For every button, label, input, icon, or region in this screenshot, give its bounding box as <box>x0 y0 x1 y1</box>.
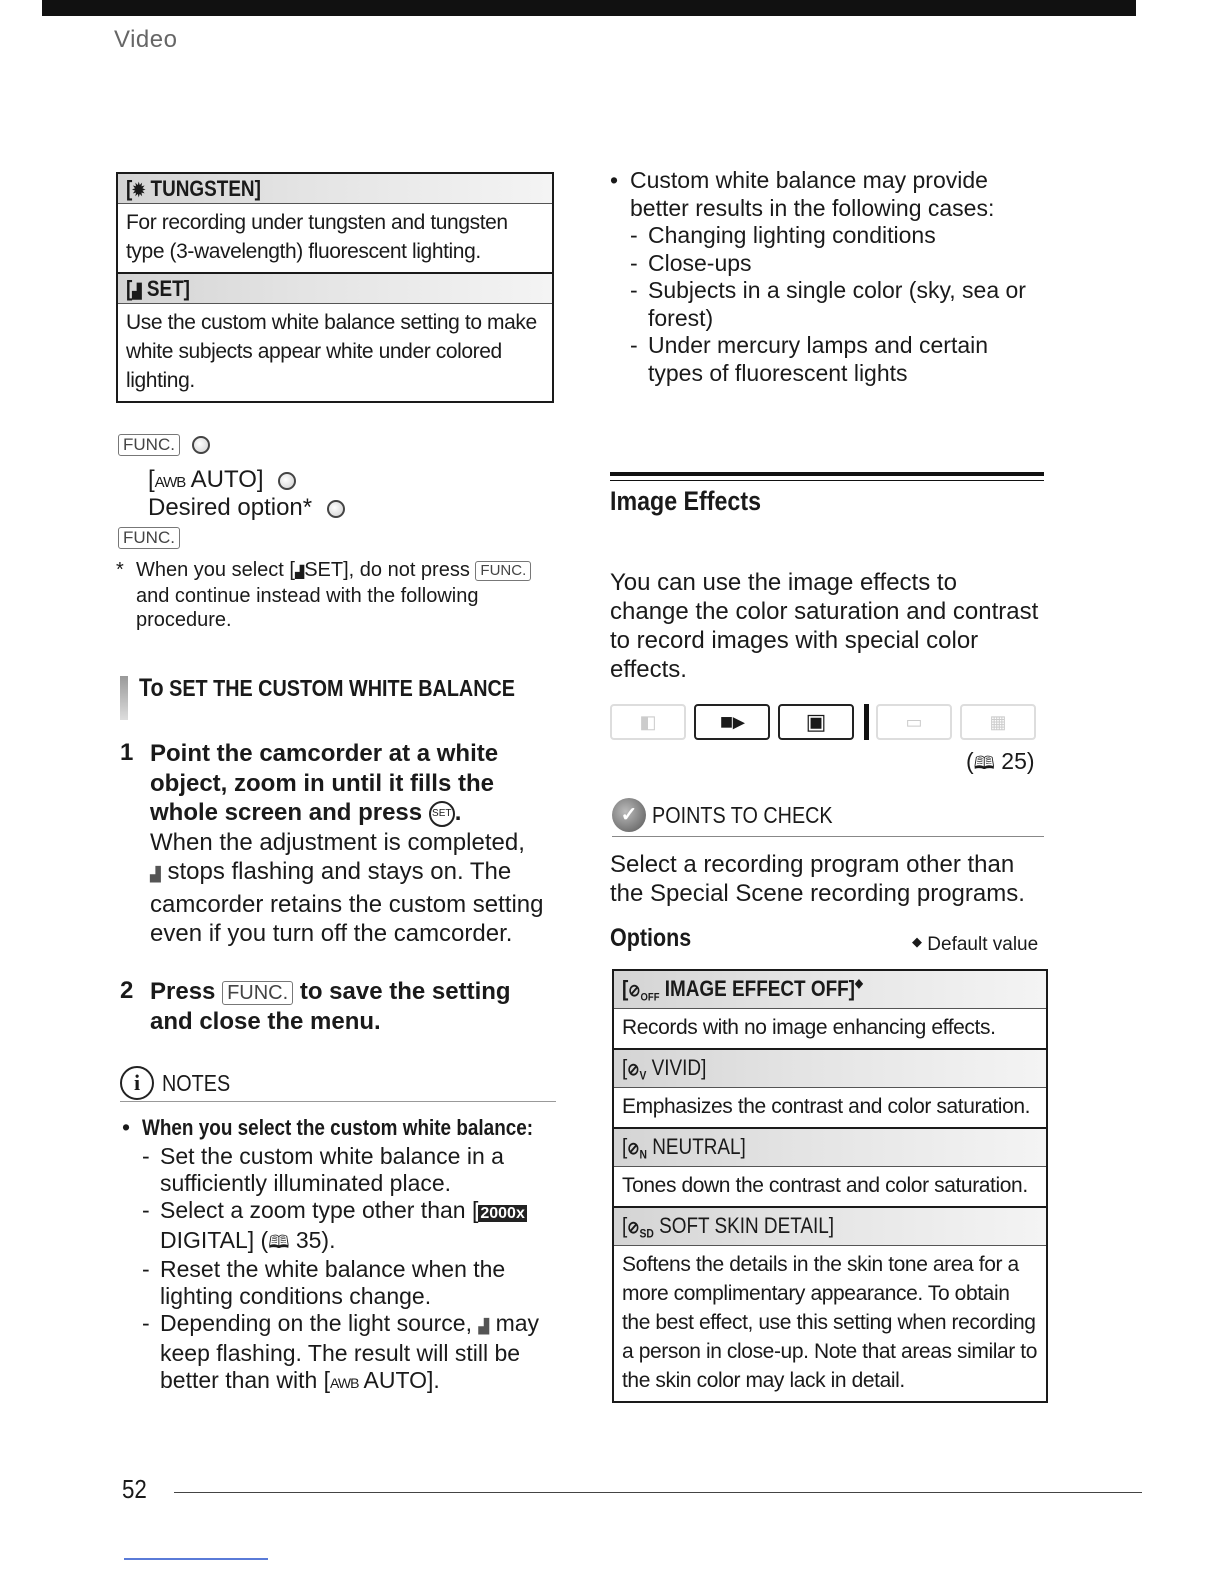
playback-photo-icon: ▦ <box>960 704 1036 740</box>
custom-wb-icon: ▟ <box>478 1318 490 1334</box>
notes-item: - Depending on the light source, ▟ may keep flashing. The result will still be better than with [AWB AUTO]. <box>122 1310 552 1397</box>
checkmark-icon: ✓ <box>612 798 646 832</box>
func-button: FUNC. <box>475 561 531 581</box>
notes-list <box>122 1114 552 1397</box>
effect-off-icon: $⊘_{OFF}$ <box>628 980 660 1004</box>
footer-rule <box>174 1492 1142 1493</box>
tungsten-row-desc: For recording under tungsten and tungsten type (3-wavelength) fluorescent lighting. <box>118 204 552 274</box>
footer-link-underline <box>124 1558 268 1560</box>
notes-item: - Set the custom white balance in a sufficiently illuminated place. <box>122 1143 552 1197</box>
set-button-icon: SET <box>429 801 455 827</box>
custom-wb-icon: ▟ <box>294 565 305 579</box>
custom-wb-icon: ▟ <box>132 282 142 299</box>
points-rule <box>612 836 1044 837</box>
func-button: FUNC. <box>222 981 293 1005</box>
func-button: FUNC. <box>118 527 180 549</box>
soft-skin-row-desc: Softens the details in the skin tone area for a more complimentary appearance. To obtain the best effect, use this setting when recording a person in close-up. Note that areas similar to the skin color may lack in detail. <box>622 1253 1038 1392</box>
awb-icon: AWB <box>154 474 186 491</box>
joystick-icon <box>192 436 210 454</box>
case-item: - Subjects in a single color (sky, sea or forest) <box>610 277 1040 332</box>
notes-header: i NOTES <box>120 1066 241 1100</box>
custom-wb-cases <box>610 167 1040 387</box>
vivid-row-title: [$⊘_V$ VIVID] <box>614 1050 1046 1088</box>
step-1: Point the camcorder at a white object, zoom in until it fills the whole screen and press SET . When the adjustment is completed, ▟ stops flashing and stays on. The camcorder retains the custom setting even if you turn off the camcorder. <box>150 740 544 947</box>
image-effects-table <box>612 969 1048 1403</box>
footnote: * When you select [▟SET], do not press FUNC. and continue instead with the following procedure. <box>116 558 536 632</box>
effect-off-row-desc: Records with no image enhancing effects. <box>614 1009 1046 1050</box>
notes-item: - Reset the white balance when the lighting conditions change. <box>122 1256 552 1310</box>
zoom-2000x-badge: 2000x <box>480 1205 525 1222</box>
custom-wb-heading: To SET THE CUSTOM WHITE BALANCE <box>139 674 515 702</box>
options-title: Options <box>610 924 692 952</box>
step-1-number: 1 <box>120 739 134 766</box>
diamond-icon: ◆ <box>912 934 922 949</box>
page-number: 52 <box>122 1474 147 1504</box>
neutral-row-title: [$⊘_N$ NEUTRAL] <box>614 1129 1046 1167</box>
points-text: Select a recording program other than the Special Scene recording programs. <box>610 851 1025 907</box>
default-value-legend: ◆ Default value <box>912 934 1039 955</box>
diamond-icon: ◆ <box>854 975 863 990</box>
notes-rule <box>120 1101 556 1102</box>
book-icon: 🕮 <box>973 753 995 773</box>
effect-off-row-title: [$⊘_{OFF}$ IMAGE EFFECT OFF]◆ <box>614 971 1046 1009</box>
case-item: - Under mercury lamps and certain types of fluorescent lights <box>610 332 1040 387</box>
white-balance-table <box>116 172 554 403</box>
playback-movie-icon: ▭ <box>876 704 952 740</box>
photo-mode-icon: ▣ <box>778 704 854 740</box>
movie-mode-icon: ■▸ <box>694 704 770 740</box>
cases-bullet: • Custom white balance may provide better results in the following cases: <box>610 167 1040 222</box>
tungsten-icon: ✹ <box>132 179 146 200</box>
image-effects-rule-thin <box>610 480 1044 481</box>
step-2: Press FUNC. to save the setting and close the menu. <box>150 978 511 1035</box>
image-effects-rule-thick <box>610 472 1044 476</box>
neutral-icon: $⊘_N$ <box>627 1138 647 1162</box>
page-reference: (🕮 25) <box>966 748 1035 774</box>
step-2-number: 2 <box>120 977 134 1004</box>
func-button: FUNC. <box>118 434 180 456</box>
soft-skin-row-title: [$⊘_{SD}$ SOFT SKIN DETAIL] <box>614 1208 1046 1246</box>
vivid-icon: $⊘_V$ <box>627 1059 647 1083</box>
image-effects-intro: You can use the image effects to change the color saturation and contrast to record images with special color effects. <box>610 569 1039 683</box>
top-bar <box>42 0 1136 16</box>
notes-bullet: • When you select the custom white balance: <box>122 1114 552 1141</box>
set-row-desc: Use the custom white balance setting to make white subjects appear white under colored lighting. <box>126 311 537 392</box>
info-icon: i <box>120 1066 154 1100</box>
tungsten-row-title: [✹ TUNGSTEN] <box>118 174 552 204</box>
procedure-func-1 <box>118 434 210 456</box>
awb-icon: AWB <box>330 1375 359 1391</box>
vivid-row-desc: Emphasizes the contrast and color saturation. <box>614 1088 1046 1129</box>
section-label: Video <box>114 26 178 53</box>
procedure-desired: Desired option* <box>148 494 345 522</box>
soft-skin-icon: $⊘_{SD}$ <box>627 1217 654 1241</box>
points-to-check-header: ✓ POINTS TO CHECK <box>612 798 862 832</box>
case-item: - Changing lighting conditions <box>610 222 1040 250</box>
subheading-marker <box>120 676 128 720</box>
custom-wb-icon: ▟ <box>150 866 161 882</box>
procedure-func-2 <box>118 527 180 549</box>
auto-mode-icon: ◧ <box>610 704 686 740</box>
joystick-icon <box>327 500 345 518</box>
joystick-icon <box>278 472 296 490</box>
notes-item: - Select a zoom type other than [ 2000x DIGITAL] (🕮 35). <box>122 1197 552 1256</box>
mode-divider <box>864 704 869 740</box>
book-icon: 🕮 <box>268 1232 290 1252</box>
neutral-row-desc: Tones down the contrast and color saturation. <box>614 1167 1046 1208</box>
image-effects-title: Image Effects <box>610 486 761 516</box>
procedure-auto: [AWB AUTO] <box>148 466 296 497</box>
set-row-title: [▟ SET] <box>118 274 552 304</box>
case-item: - Close-ups <box>610 250 1040 278</box>
